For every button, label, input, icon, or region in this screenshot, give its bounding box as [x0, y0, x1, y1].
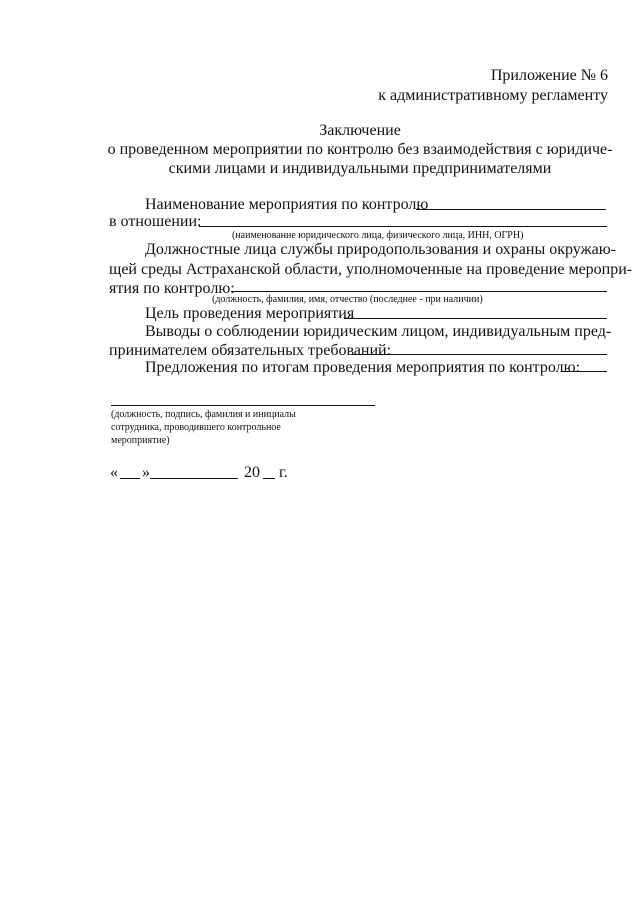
document-subtitle-line1: о проведенном мероприятии по контролю без взаимодействия с юридиче- [107, 141, 613, 158]
date-year-suffix: г. [279, 464, 288, 481]
officials-hint: (должность, фамилия, имя, отчество (последнее - при наличии) [212, 294, 483, 305]
document-subtitle-line2: скими лицами и индивидуальными предпринимателями [168, 160, 552, 177]
appendix-number: Приложение № 6 [490, 67, 608, 84]
purpose-label: Цель проведения мероприятия [145, 305, 355, 322]
regarding-hint: (наименование юридического лица, физического лица, ИНН, ОГРН) [232, 230, 524, 241]
date-day-field[interactable] [120, 478, 140, 479]
signature-hint-line3: мероприятие) [111, 435, 170, 446]
signature-line[interactable] [111, 405, 375, 406]
conclusions-field[interactable] [352, 354, 607, 355]
regarding-field[interactable] [199, 226, 607, 227]
purpose-field[interactable] [344, 318, 607, 319]
date-close-quote: » [142, 464, 150, 481]
conclusions-text-line2: принимателем обязательных требований: [109, 342, 392, 359]
date-year-field[interactable] [263, 478, 275, 479]
signature-hint-line1: (должность, подпись, фамилия и инициалы [111, 409, 296, 420]
date-month-field[interactable] [150, 478, 238, 479]
appendix-regulation: к административному регламенту [378, 87, 608, 104]
officials-field[interactable] [231, 291, 607, 292]
document-title: Заключение [319, 122, 401, 139]
officials-text-line2: щей среды Астраханской области, уполномоченные на проведение меропри- [109, 261, 633, 278]
date-open-quote: « [110, 464, 118, 481]
proposals-label: Предложения по итогам проведения мероприятия по контролю: [145, 359, 581, 376]
proposals-field[interactable] [562, 371, 607, 372]
date-year-prefix: 20 [244, 464, 260, 481]
event-name-label: Наименование мероприятия по контролю [145, 196, 429, 213]
signature-hint-line2: сотрудника, проводившего контрольное [111, 422, 281, 433]
officials-text-line1: Должностные лица службы природопользования и охраны окружаю- [145, 241, 616, 258]
officials-text-line3: ятия по контролю: [109, 280, 235, 297]
regarding-label: в отношении: [109, 213, 202, 230]
conclusions-text-line1: Выводы о соблюдении юридическим лицом, индивидуальным пред- [145, 323, 612, 340]
event-name-field[interactable] [416, 209, 606, 210]
